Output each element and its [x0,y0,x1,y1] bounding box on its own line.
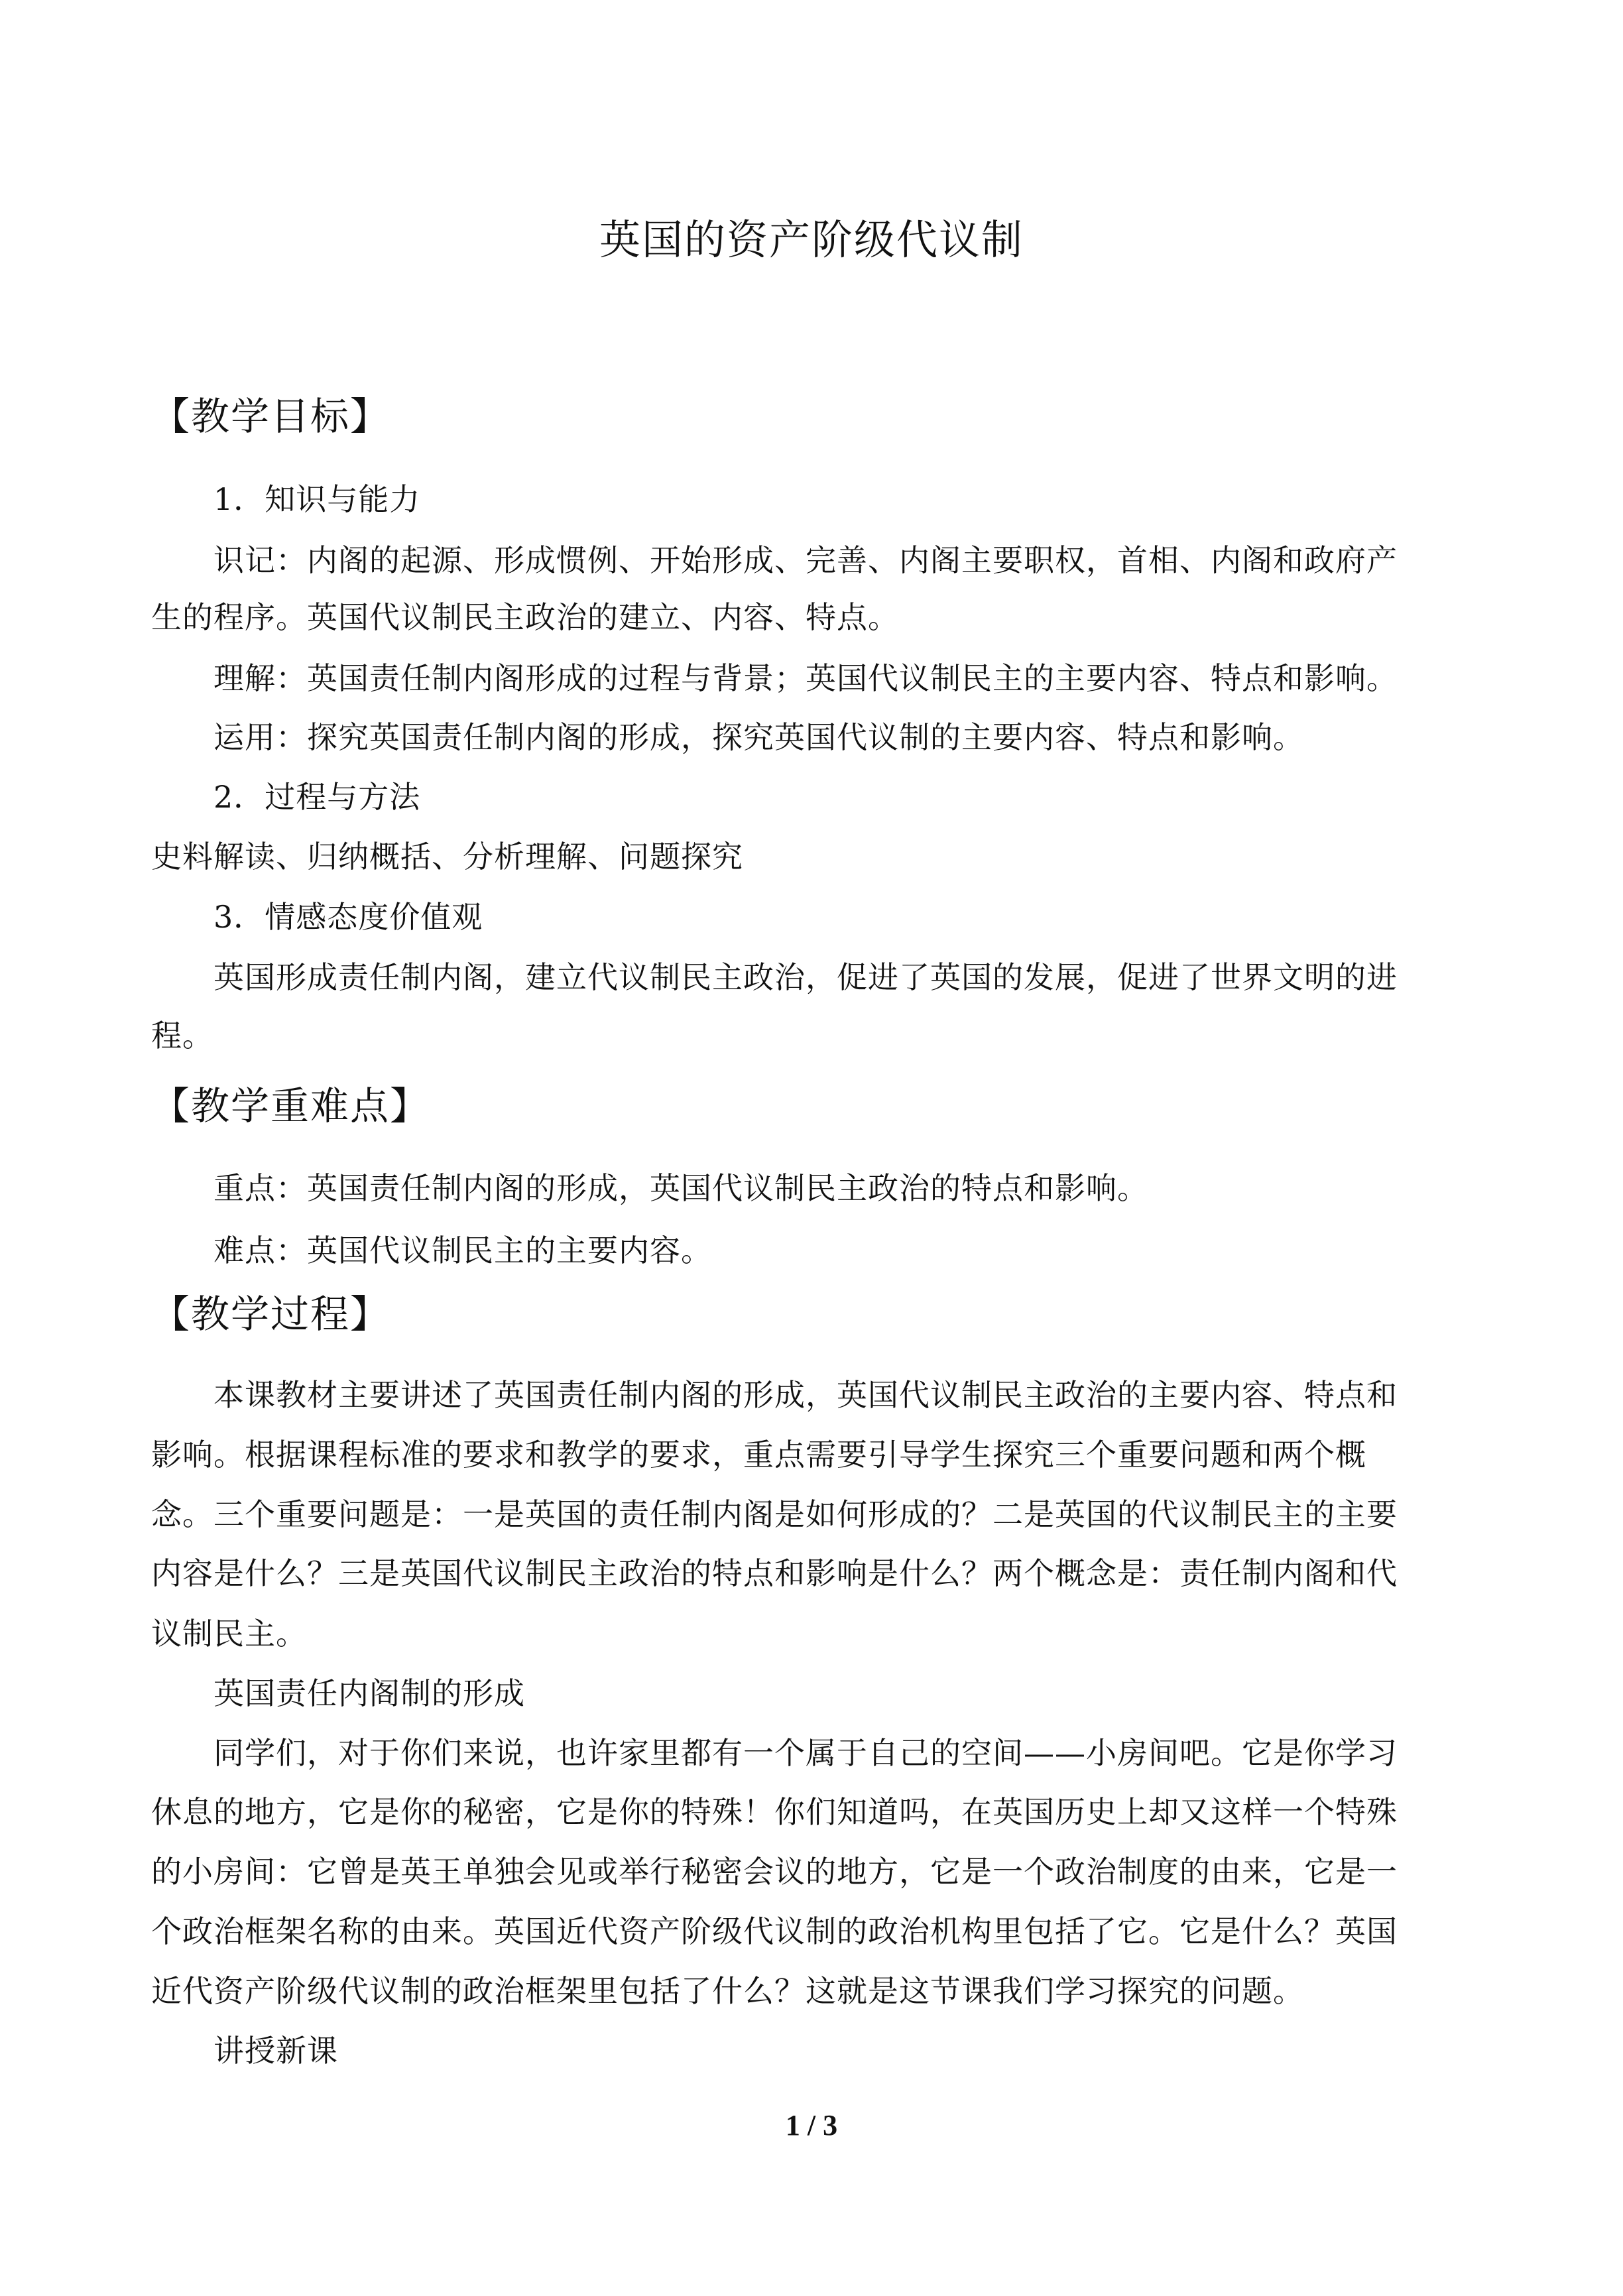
objective-item-1: 1．知识与能力 [213,481,421,517]
objective-item-3: 3．情感态度价值观 [213,899,483,935]
objective-item-2: 2．过程与方法 [213,779,421,815]
process-paragraph-1-line-5: 议制民主。 [151,1616,307,1652]
process-paragraph-1-line-4: 内容是什么？三是英国代议制民主政治的特点和影响是什么？两个概念是：责任制内阁和代 [151,1555,1398,1591]
section-heading-key-points: 【教学重难点】 [151,1083,430,1128]
objective-recall-line-1: 识记：内阁的起源、形成惯例、开始形成、完善、内阁主要职权，首相、内阁和政府产 [213,542,1398,578]
process-new-lesson: 讲授新课 [213,2033,338,2069]
process-paragraph-1-line-2: 影响。根据课程标准的要求和教学的要求，重点需要引导学生探究三个重要问题和两个概 [151,1437,1366,1473]
process-paragraph-2-line-5: 近代资产阶级代议制的政治框架里包括了什么？这就是这节课我们学习探究的问题。 [151,1973,1304,2009]
process-paragraph-2-line-2: 休息的地方，它是你的秘密，它是你的特殊！你们知道吗，在英国历史上却又这样一个特殊 [151,1794,1398,1830]
section-heading-objectives: 【教学目标】 [151,394,391,439]
process-paragraph-2-line-1: 同学们，对于你们来说，也许家里都有一个属于自己的空间——小房间吧。它是你学习 [213,1735,1398,1771]
key-point: 重点：英国责任制内阁的形成，英国代议制民主政治的特点和影响。 [213,1170,1148,1206]
objective-apply: 运用：探究英国责任制内阁的形成，探究英国代议制的主要内容、特点和影响。 [213,719,1304,755]
page-indicator: 1 / 3 [785,2109,838,2142]
process-paragraph-1-line-1: 本课教材主要讲述了英国责任制内阁的形成，英国代议制民主政治的主要内容、特点和 [213,1377,1398,1413]
process-paragraph-2-line-4: 个政治框架名称的由来。英国近代资产阶级代议制的政治机构里包括了它。它是什么？英国 [151,1913,1398,1949]
difficult-point: 难点：英国代议制民主的主要内容。 [213,1233,712,1268]
page-title: 英国的资产阶级代议制 [599,215,1024,264]
objective-recall-line-2: 生的程序。英国代议制民主政治的建立、内容、特点。 [151,599,899,635]
section-heading-process: 【教学过程】 [151,1292,391,1337]
objective-values-line-2: 程。 [151,1018,213,1054]
objective-methods: 史料解读、归纳概括、分析理解、问题探究 [151,839,743,875]
process-paragraph-2-line-3: 的小房间：它曾是英王单独会见或举行秘密会议的地方，它是一个政治制度的由来，它是一 [151,1854,1398,1890]
objective-values-line-1: 英国形成责任制内阁，建立代议制民主政治，促进了英国的发展，促进了世界文明的进 [213,959,1398,995]
process-subheading: 英国责任内阁制的形成 [213,1675,525,1711]
objective-understand: 理解：英国责任制内阁形成的过程与背景；英国代议制民主的主要内容、特点和影响。 [213,660,1398,696]
process-paragraph-1-line-3: 念。三个重要问题是：一是英国的责任制内阁是如何形成的？二是英国的代议制民主的主要 [151,1496,1398,1532]
